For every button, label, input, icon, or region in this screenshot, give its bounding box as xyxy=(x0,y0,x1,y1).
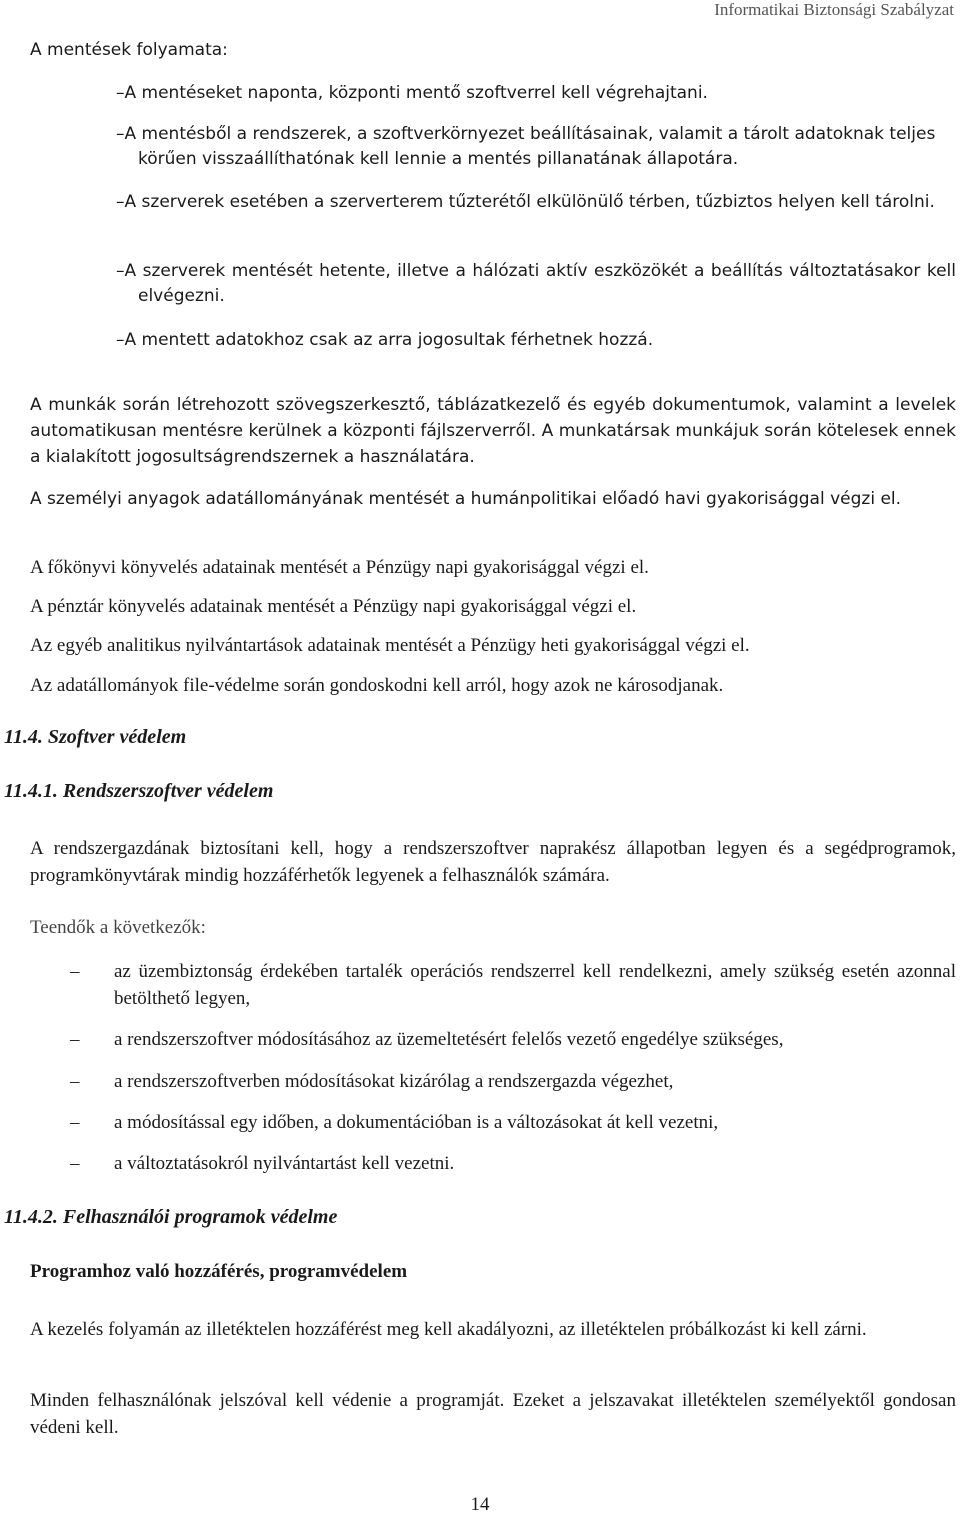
tasks-title: Teendők a következők: xyxy=(30,917,206,938)
dash-bullet: – xyxy=(70,1153,80,1174)
task-item: – a változtatásokról nyilvántartást kell vezetni. xyxy=(30,1150,956,1177)
page-number: 14 xyxy=(470,1494,490,1515)
task-item: – a módosítással egy időben, a dokumentációban is a változásokat át kell vezetni, xyxy=(30,1109,956,1136)
section-heading-11-4-2: 11.4.2. Felhasználói programok védelme xyxy=(4,1206,338,1228)
task-item: – a rendszerszoftverben módosításokat kizárólag a rendszergazda végezhet, xyxy=(30,1068,956,1095)
dash-bullet: – xyxy=(70,1071,80,1092)
dash-bullet: – xyxy=(116,330,125,350)
section-heading-11-4: 11.4. Szoftver védelem xyxy=(4,726,187,748)
backup-paragraph: A főkönyvi könyvelés adatainak mentését a Pénzügy napi gyakorisággal végzi el. xyxy=(30,557,649,578)
program-protection-paragraph: Minden felhasználónak jelszóval kell védenie a programját. Ezeket a jelszavakat illetéktelen személyektől gondosan védeni kell. xyxy=(30,1390,956,1438)
backup-item: –A mentésből a rendszerek, a szoftverkörnyezet beállításainak, valamit a tárolt adatoknak teljes körűen visszaállíthatónak kell lennie a mentés pillanatának állapotára. xyxy=(116,124,936,169)
dash-bullet: – xyxy=(70,961,80,982)
dash-bullet: – xyxy=(116,192,125,212)
backup-paragraph: A munkák során létrehozott szövegszerkesztő, táblázatkezelő és egyéb dokumentumok, valamint a levelek automatikusan mentésre kerülnek a központi fájlszerverről. A munkatársak munkájuk során kötelesek ennek a kialakított jogosultságrendszernek a használatára. xyxy=(30,395,956,467)
program-protection-paragraph: A kezelés folyamán az illetéktelen hozzáférést meg kell akadályozni, az illetéktelen próbálkozást ki kell zárni. xyxy=(30,1319,867,1340)
backup-paragraph: A pénztár könyvelés adatainak mentését a Pénzügy napi gyakorisággal végzi el. xyxy=(30,596,637,617)
backup-item: –A szerverek esetében a szerverterem tűzterétől elkülönülő térben, tűzbiztos helyen kell tárolni. xyxy=(116,192,935,212)
backup-item: –A szerverek mentését hetente, illetve a hálózati aktív eszközökét a beállítás változtatásakor kell elvégezni. xyxy=(116,261,956,306)
backup-paragraph: Az adatállományok file-védelme során gondoskodni kell arról, hogy azok ne károsodjanak. xyxy=(30,675,724,696)
backup-paragraph: Az egyéb analitikus nyilvántartások adatainak mentését a Pénzügy heti gyakorisággal végzi el. xyxy=(30,635,750,656)
backup-item: –A mentett adatokhoz csak az arra jogosultak férhetnek hozzá. xyxy=(116,330,654,350)
dash-bullet: – xyxy=(70,1029,80,1050)
dash-bullet: – xyxy=(116,124,125,144)
backup-paragraph: A személyi anyagok adatállományának mentését a humánpolitikai előadó havi gyakorisággal végzi el. xyxy=(30,489,902,509)
dash-bullet: – xyxy=(70,1112,80,1133)
program-access-subheading: Programhoz való hozzáférés, programvédelem xyxy=(30,1261,408,1282)
task-item: – az üzembiztonság érdekében tartalék operációs rendszerrel kell rendelkezni, amely szükség esetén azonnal betölthető legyen, xyxy=(30,958,956,1012)
backup-process-title: A mentések folyamata: xyxy=(30,40,228,60)
backup-item: –A mentéseket naponta, központi mentő szoftverrel kell végrehajtani. xyxy=(116,83,708,103)
running-header: Informatikai Biztonsági Szabályzat xyxy=(714,0,954,19)
system-software-intro: A rendszergazdának biztosítani kell, hogy a rendszerszoftver naprakész állapotban legyen és a segédprogramok, programkönyvtárak mindig hozzáférhetők legyenek a felhasználók számára. xyxy=(30,838,956,886)
dash-bullet: – xyxy=(116,261,125,281)
section-heading-11-4-1: 11.4.1. Rendszerszoftver védelem xyxy=(4,780,274,802)
dash-bullet: – xyxy=(116,83,125,103)
task-item: – a rendszerszoftver módosításához az üzemeltetésért felelős vezető engedélye szükséges, xyxy=(30,1026,956,1053)
